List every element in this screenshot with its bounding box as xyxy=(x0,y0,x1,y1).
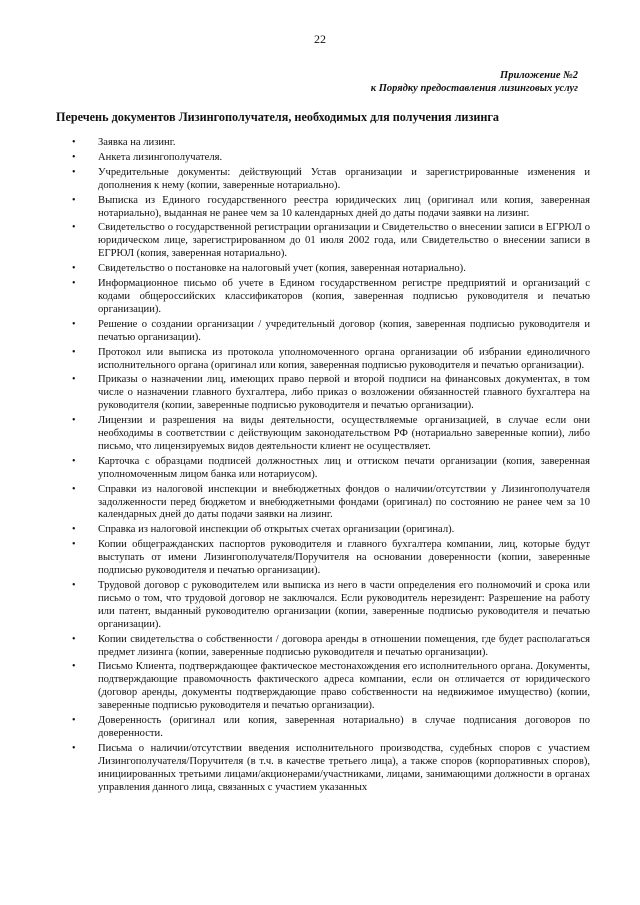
bullet-icon: • xyxy=(72,278,76,290)
appendix-number: Приложение №2 xyxy=(500,70,578,81)
list-item xyxy=(0,137,590,150)
list-item xyxy=(0,319,590,345)
list-item xyxy=(0,580,590,632)
bullet-icon: • xyxy=(72,483,76,495)
list-item xyxy=(0,743,590,795)
list-item xyxy=(0,374,590,413)
list-item xyxy=(0,634,590,660)
bullet-icon: • xyxy=(72,580,76,591)
list-item-text: Решение о создании организации / учредительный договор (копия, заверенная подписью руководителя и печатью организации). xyxy=(98,318,590,343)
bullet-icon: • xyxy=(72,633,76,645)
bullet-icon: • xyxy=(72,539,76,551)
list-item-text: Трудовой договор с руководителем или выписка из него в части определения его полномочий и срока или письмо о том, что трудовой договор не заключался. Если руководитель нерезидент: Разрешение на работу или патент, выданный руководителю организации (копии, заверенные подписью руководителя и печатью организации). xyxy=(98,580,590,630)
document-list xyxy=(0,137,640,797)
bullet-icon: • xyxy=(72,222,76,234)
list-item-text: Протокол или выписка из протокола уполномоченного органа организации об избрании единоличного исполнительного органа (оригинал или копия, заверенная подписью руководителя и печатью организации). xyxy=(98,346,590,371)
bullet-icon: • xyxy=(72,318,76,330)
list-item-text: Копии свидетельства о собственности / договора аренды в отношении помещения, где будет располагаться предмет лизинга (копии, заверенные подписью руководителя и печатью организации). xyxy=(98,633,590,658)
list-item-text: Доверенность (оригинал или копия, заверенная нотариально) в случае подписания договоров по доверенности. xyxy=(98,715,590,739)
list-item xyxy=(0,456,590,482)
list-item xyxy=(0,715,590,741)
list-item xyxy=(0,539,590,578)
list-item-text: Справка из налоговой инспекции об открытых счетах организации (оригинал). xyxy=(98,524,455,536)
list-item xyxy=(0,152,590,165)
list-item xyxy=(0,195,590,221)
bullet-icon: • xyxy=(72,415,76,427)
list-item xyxy=(0,484,590,523)
bullet-icon: • xyxy=(72,166,76,178)
bullet-icon: • xyxy=(72,194,76,206)
list-item-text: Письмо Клиента, подтверждающее фактическое местонахождения его исполнительного органа. Документы, подтверждающие правомочность фактического адреса компании, если он отличается от юридического (договор аренды, документы подтверждающие право собственности на недвижимое имущество) (копии, заверенные подписью руководителя и печатью организации). xyxy=(98,661,590,712)
bullet-icon: • xyxy=(72,455,76,467)
document-title: Перечень документов Лизингополучателя, необходимых для получения лизинга xyxy=(56,110,500,124)
list-item xyxy=(0,278,590,317)
bullet-icon: • xyxy=(72,137,76,148)
bullet-icon: • xyxy=(72,374,76,386)
page-number: 22 xyxy=(314,32,326,46)
list-item-text: Приказы о назначении лиц, имеющих право первой и второй подписи на финансовых документах, в том числе о назначении главного бухгалтера, либо приказ о возложении обязанностей главного бухгалтера на руководителя (копии, заверенные подписью руководителя и печатью организации). xyxy=(98,374,590,412)
list-item-text: Учредительные документы: действующий Устав организации и зарегистрированные изменения и дополнения к нему (копии, заверенные нотариально). xyxy=(98,166,590,191)
list-item-text: Анкета лизингополучателя. xyxy=(98,151,223,163)
list-item-text: Свидетельство о постановке на налоговый учет (копия, заверенная нотариально). xyxy=(98,263,466,275)
list-item-text: Выписка из Единого государственного реестра юридических лиц (оригинал или копия, заверенная нотариально), выданная не ранее чем за 10 календарных дней до даты подачи заявки на лизинг. xyxy=(98,194,590,219)
appendix-header xyxy=(371,69,578,95)
bullet-icon: • xyxy=(72,151,76,163)
bullet-icon: • xyxy=(72,661,76,673)
list-item-text: Справки из налоговой инспекции и внебюджетных фондов о наличии/отсутствии у Лизингополучателя задолженности перед бюджетом и внебюджетными фондами (оригинал) по состоянию не ранее чем за 10 календарных дней до даты подачи заявки на лизинг. xyxy=(98,483,590,521)
list-item xyxy=(0,347,590,373)
list-item xyxy=(0,524,590,537)
appendix-reference: к Порядку предоставления лизинговых услуг xyxy=(370,83,578,94)
list-item-text: Информационное письмо об учете в Едином государственном регистре предприятий и организаций с кодами общероссийских классификаторов (копия, заверенная подписью руководителя и печатью организации). xyxy=(98,278,590,315)
list-item xyxy=(0,263,590,276)
list-item-text: Свидетельство о государственной регистрации организации и Свидетельство о внесении записи в ЕГРЮЛ о юридическом лице, зарегистрированном до 01 июля 2002 года, или Свидетельство о внесении записи в ЕГРЮЛ (копия, заверенная нотариально). xyxy=(98,222,590,260)
list-item xyxy=(0,661,590,713)
list-item xyxy=(0,415,590,454)
list-item-text: Карточка с образцами подписей должностных лиц и оттиском печати организации (копия, заверенная уполномоченным лицом банка или нотариусом). xyxy=(98,455,590,480)
list-item-text: Лицензии и разрешения на виды деятельности, осуществляемые организацией, в случае если они необходимы в соответствии с действующим законодательством РФ (нотариально заверенные копии), либо письмо, что лицензируемых видов деятельности клиент не осуществляет. xyxy=(98,415,590,452)
bullet-icon: • xyxy=(72,346,76,358)
list-item-text: Заявка на лизинг. xyxy=(98,137,176,148)
list-item xyxy=(0,167,590,193)
list-item-text: Письма о наличии/отсутствии введения исполнительного производства, судебных споров с участием Лизингополучателя/Поручителя (в т.ч. в качестве третьего лица), а также споров (корпоративных споров), инициированных третьими лицами/акционерами/участниками, лицами, занимающими должности в органах управления данного лица, связанных с участием указанных xyxy=(98,742,590,793)
bullet-icon: • xyxy=(72,524,76,536)
bullet-icon: • xyxy=(72,715,76,727)
bullet-icon: • xyxy=(72,263,76,275)
list-item xyxy=(0,222,590,261)
bullet-icon: • xyxy=(72,742,76,754)
list-item-text: Копии общегражданских паспортов руководителя и главного бухгалтера компании, лиц, которые будут выступать от имени Лизингополучателя/Поручителя на основании доверенности (копии, заверенные подписью руководителя и печатью организации). xyxy=(98,539,590,577)
